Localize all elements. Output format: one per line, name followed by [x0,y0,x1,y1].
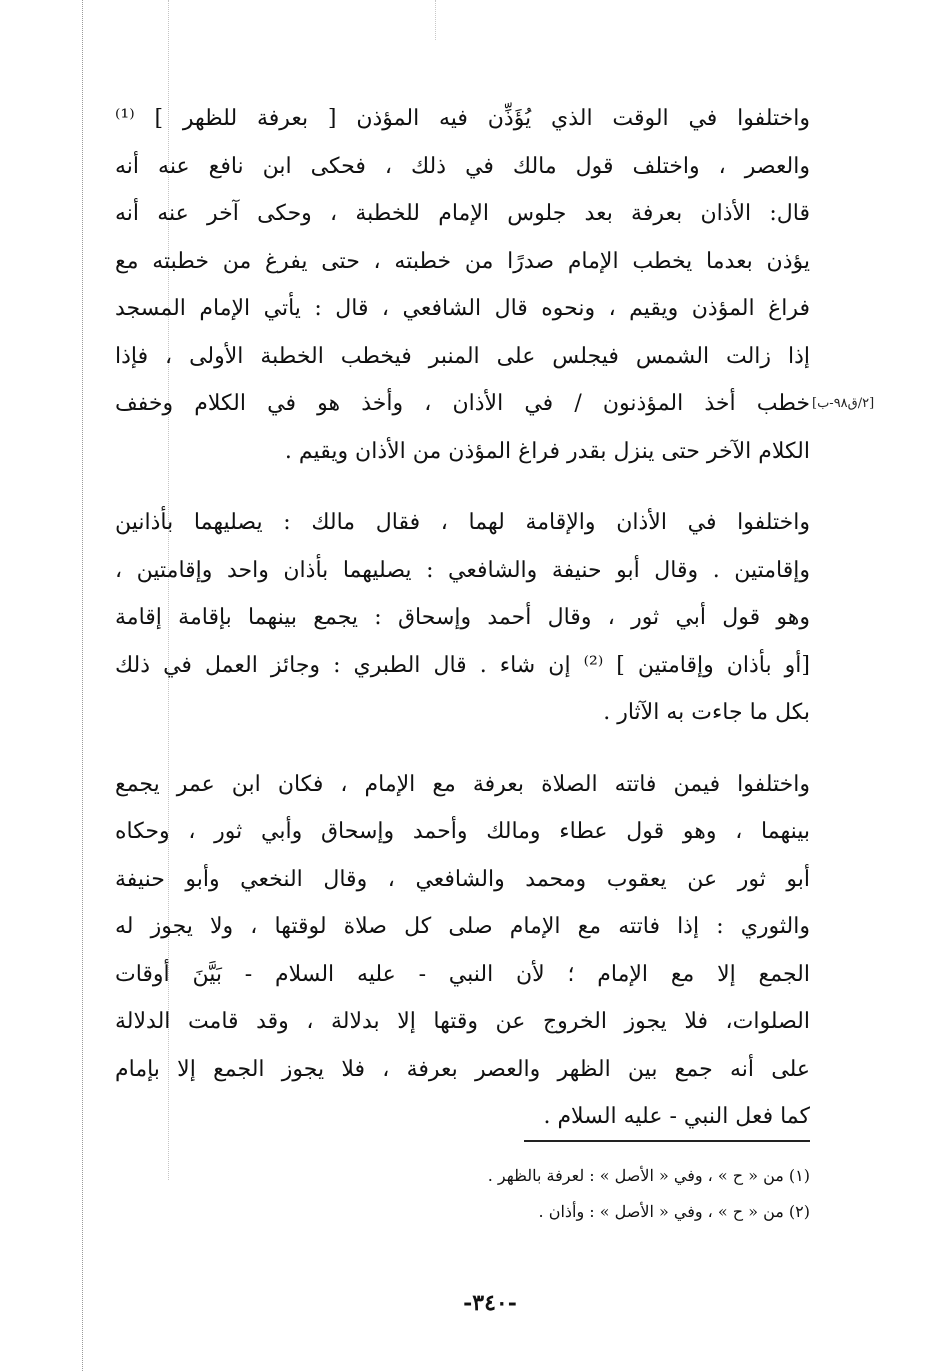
main-text [115,95,810,1165]
text-line: أبو ثور عن يعقوب ومحمد والشافعي ، وقال النخعي وأبو حنيفة [115,866,810,892]
scan-fold-line [82,0,83,1371]
text-line: وإقامتين . وقال أبو حنيفة والشافعي : يصليهما بأذان واحد وإقامتين ، [115,557,810,583]
text-line: على أنه جمع بين الظهر والعصر بعرفة ، فلا يجوز الجمع إلا بإمام [115,1056,810,1082]
text-line: إذا زالت الشمس فيجلس على المنبر فيخطب الخطبة الأولى ، فإذا [115,343,810,369]
text-line: واختلفوا في الوقت الذي يُؤَذِّن فيه المؤذن [ بعرفة للظهر ] ⁽¹⁾ [115,106,810,131]
footnote-2: (٢) من « ح » ، وفي « الأصل » : وأذان . [538,1202,810,1221]
text-line: قال: الأذان بعرفة بعد جلوس الإمام للخطبة ، وحكى آخر عنه أنه [115,201,810,226]
footnotes [300,1158,810,1230]
text-line: الصلوات، فلا يجوز الخروج عن وقتها إلا بدلالة ، وقد قامت الدلالة [115,1009,810,1034]
text-line: وهو قول أبي ثور ، وقال أحمد وإسحاق : يجمع بينهما بإقامة إقامة [115,605,810,630]
paragraph-1 [115,95,810,475]
text-line: الكلام الآخر حتى ينزل بقدر فراغ المؤذن من الأذان ويقيم . [284,438,810,464]
paragraph-2 [115,499,810,737]
text-line: والثوري : إذا فاتته مع الإمام صلى كل صلاة لوقتها ، ولا يجوز له [115,914,810,939]
text-line: يؤذن بعدما يخطب الإمام صدرًا من خطبته ، حتى يفرغ من خطبته مع [115,248,810,274]
text-line: واختلفوا في الأذان والإقامة لهما ، فقال مالك : يصليهما بأذانين [115,510,810,535]
text-line: [أو بأذان وإقامتين ] ⁽²⁾ إن شاء . قال الطبري : وجائز العمل في ذلك [115,652,810,678]
text-line: كما فعل النبي - عليه السلام . [543,1104,810,1129]
page-number: -٣٤٠- [463,1290,517,1316]
text-line: واختلفوا فيمن فاتته الصلاة بعرفة مع الإمام ، فكان ابن عمر يجمع [115,771,810,797]
text-line: بكل ما جاءت به الآثار . [603,700,810,725]
text-line: الجمع إلا مع الإمام ؛ لأن النبي - عليه السلام - بَيَّنَ أوقات [115,961,810,987]
paragraph-3 [115,761,810,1141]
footnote-separator [524,1140,810,1142]
scan-fold-line [435,0,436,40]
text-line: والعصر ، واختلف قول مالك في ذلك ، فحكى ابن نافع عنه أنه [115,153,810,179]
manuscript-folio-note: [٢/ق٩٨-ب] [812,396,875,411]
text-line: فراغ المؤذن ويقيم ، ونحوه قال الشافعي ، قال : يأتي الإمام المسجد [115,296,810,321]
footnote-1: (١) من « ح » ، وفي « الأصل » : لعرفة بالظهر . [487,1166,810,1185]
text-line: بينهما ، وهو قول عطاء ومالك وأحمد وإسحاق وأبي ثور ، وحكاه [115,819,810,844]
text-line: خطب أخذ المؤذنون / في الأذان ، وأخذ هو في الكلام وخفف [115,391,810,416]
